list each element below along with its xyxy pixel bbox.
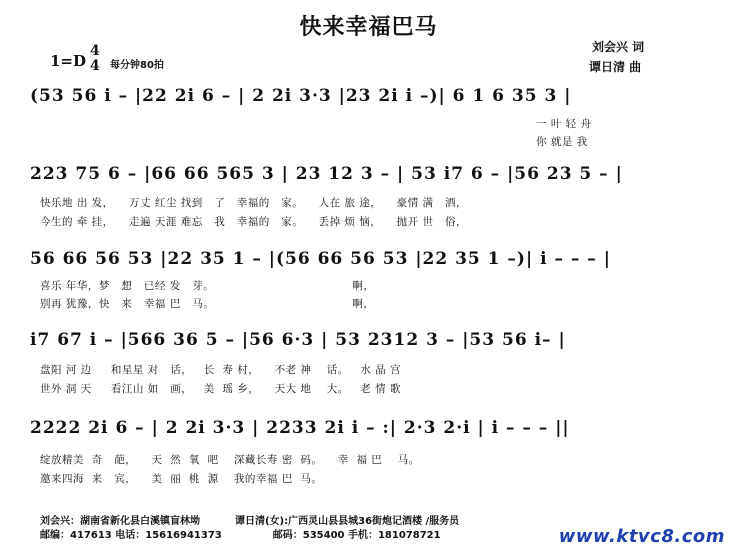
composer-contact: 邮码：535400 手机：181078721 bbox=[272, 530, 441, 541]
composer-address: 谭日清(女):广西灵山县县城36街炮记酒楼 /服务员 bbox=[234, 516, 460, 527]
lyric-4-verse-1: 盘阳 河 边 和星星 对 话， 长 寿 村， 不老 神 话。 水 晶 宫 bbox=[40, 364, 401, 376]
key-signature: 1=D bbox=[50, 52, 87, 70]
lyric-2-verse-1: 快乐地 出 发， 万丈 红尘 找到 了 幸福的 家。 人在 旅 途， 豪情 满 洒， bbox=[40, 197, 467, 209]
lyricist-contact: 邮编：417613 电话：15616941373 bbox=[40, 530, 222, 541]
tempo-marking: 每分钟80拍 bbox=[110, 60, 164, 71]
time-signature-top: 4 bbox=[90, 43, 100, 59]
lyric-3-verse-2: 别再 犹豫，快 来 幸福 巴 马。 啊， bbox=[40, 298, 375, 310]
staff-line-4: i7 67 i – |566 36 5 – |56 6·3 | 53 2312 3 – |53 56 i– | bbox=[30, 330, 566, 350]
lyricist-credit: 刘会兴 词 bbox=[592, 40, 645, 54]
lyric-2-verse-2: 今生的 牵 挂， 走遍 天涯 难忘 我 幸福的 家。 丢掉 烦 恼， 抛开 世 俗， bbox=[40, 216, 467, 228]
staff-line-5: 2222 2i 6 – | 2 2i 3·3 | 2233 2i i – :| 2·3 2·i | i – – – || bbox=[30, 418, 570, 438]
time-signature-bottom: 4 bbox=[90, 58, 100, 74]
lyric-3-verse-1: 喜乐 年华，梦 想 已经 发 芽。 啊， bbox=[40, 280, 375, 292]
staff-line-2: 223 75 6 – |66 66 565 3 | 23 12 3 – | 53 i7 6 – |56 23 5 – | bbox=[30, 164, 623, 184]
staff-line-1: (53 56 i – |22 2i 6 – | 2 2i 3·3 |23 2i i –)| 6 1 6 35 3 | bbox=[30, 86, 572, 106]
site-watermark: www.ktvc8.com bbox=[558, 526, 725, 547]
lyric-4-verse-2: 世外 洞 天 看江山 如 画， 美 瑶 乡， 天大 地 大。 老 情 歌 bbox=[40, 383, 401, 395]
lyric-5-verse-1: 绽放精美 奇 葩， 天 然 氧 吧 深藏长寿 密 码。 幸 福 巴 马。 bbox=[40, 454, 420, 466]
lyric-1-verse-2: 你 就是 我 bbox=[536, 136, 588, 148]
song-title: 快来幸福巴马 bbox=[299, 15, 438, 40]
time-signature bbox=[90, 44, 100, 74]
lyric-1-verse-1: 一 叶 轻 舟 bbox=[536, 118, 592, 130]
staff-line-3: 56 66 56 53 |22 35 1 – |(56 66 56 53 |22 35 1 –)| i – – – | bbox=[30, 249, 611, 269]
footer-line-1 bbox=[40, 512, 730, 527]
lyric-5-verse-2: 邀来四海 来 宾， 美 丽 桃 源 我的幸福 巴 马。 bbox=[40, 473, 323, 485]
lyricist-address: 刘会兴：湖南省新化县白溪镇盲林坳 bbox=[40, 516, 200, 527]
composer-credit: 谭日清 曲 bbox=[589, 60, 642, 74]
